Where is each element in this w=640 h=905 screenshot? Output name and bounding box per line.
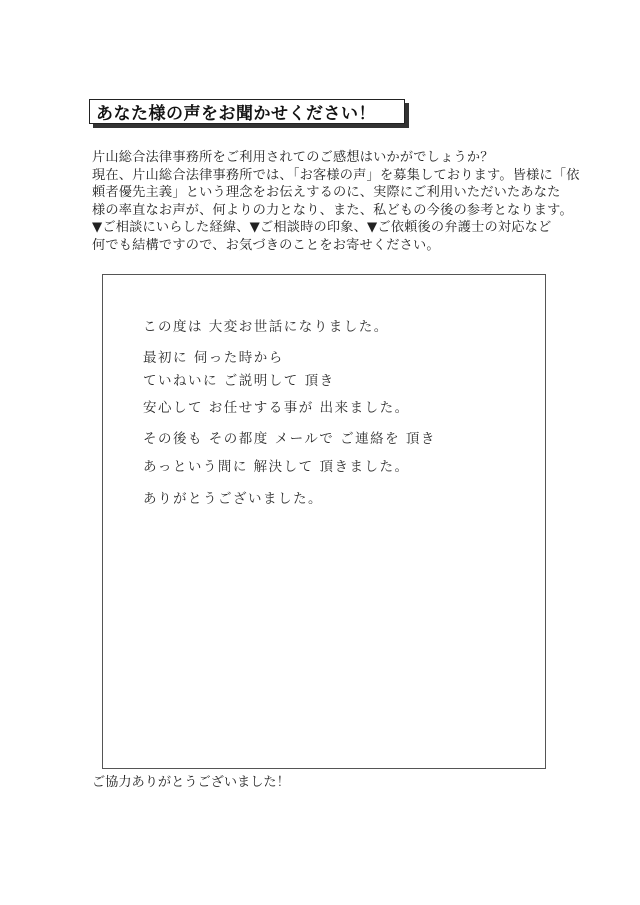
intro-line: 頼者優先主義」という理念をお伝えするのに、実際にご利用いただいたあなた bbox=[92, 185, 561, 201]
handwritten-line: あっという間に 解決して 頂きました。 bbox=[143, 459, 410, 475]
page-title: あなた様の声をお聞かせください！ bbox=[96, 104, 376, 124]
intro-text bbox=[92, 149, 580, 255]
intro-line: 現在、片山総合法律事務所では、「お客様の声」を募集しております。皆様に「依 bbox=[92, 167, 580, 183]
handwritten-line: ありがとうございました。 bbox=[143, 491, 323, 507]
intro-line: 様の率直なお声が、何よりの力となり、また、私どもの今後の参考となります。 bbox=[92, 202, 573, 218]
intro-line: ▼ご相談にいらした経緯、▼ご相談時の印象、▼ご依頼後の弁護士の対応など bbox=[92, 220, 552, 236]
intro-line: 何でも結構ですので、お気づきのことをお寄せください。 bbox=[92, 237, 440, 253]
handwritten-line: ていねいに ご説明して 頂き bbox=[143, 373, 335, 389]
title-banner bbox=[89, 99, 405, 124]
handwritten-line: 最初に 伺った時から bbox=[143, 350, 284, 366]
handwritten-line: この度は 大変お世話になりました。 bbox=[143, 319, 389, 335]
customer-response-box bbox=[102, 274, 546, 769]
intro-line: 片山総合法律事務所をご利用されてのご感想はいかがでしょうか？ bbox=[92, 150, 494, 165]
handwritten-line: その後も その都度 メールで ご連絡を 頂き bbox=[143, 431, 436, 447]
closing-message: ご協力ありがとうございました！ bbox=[92, 775, 290, 790]
handwritten-line: 安心して お任せする事が 出来ました。 bbox=[143, 400, 410, 416]
